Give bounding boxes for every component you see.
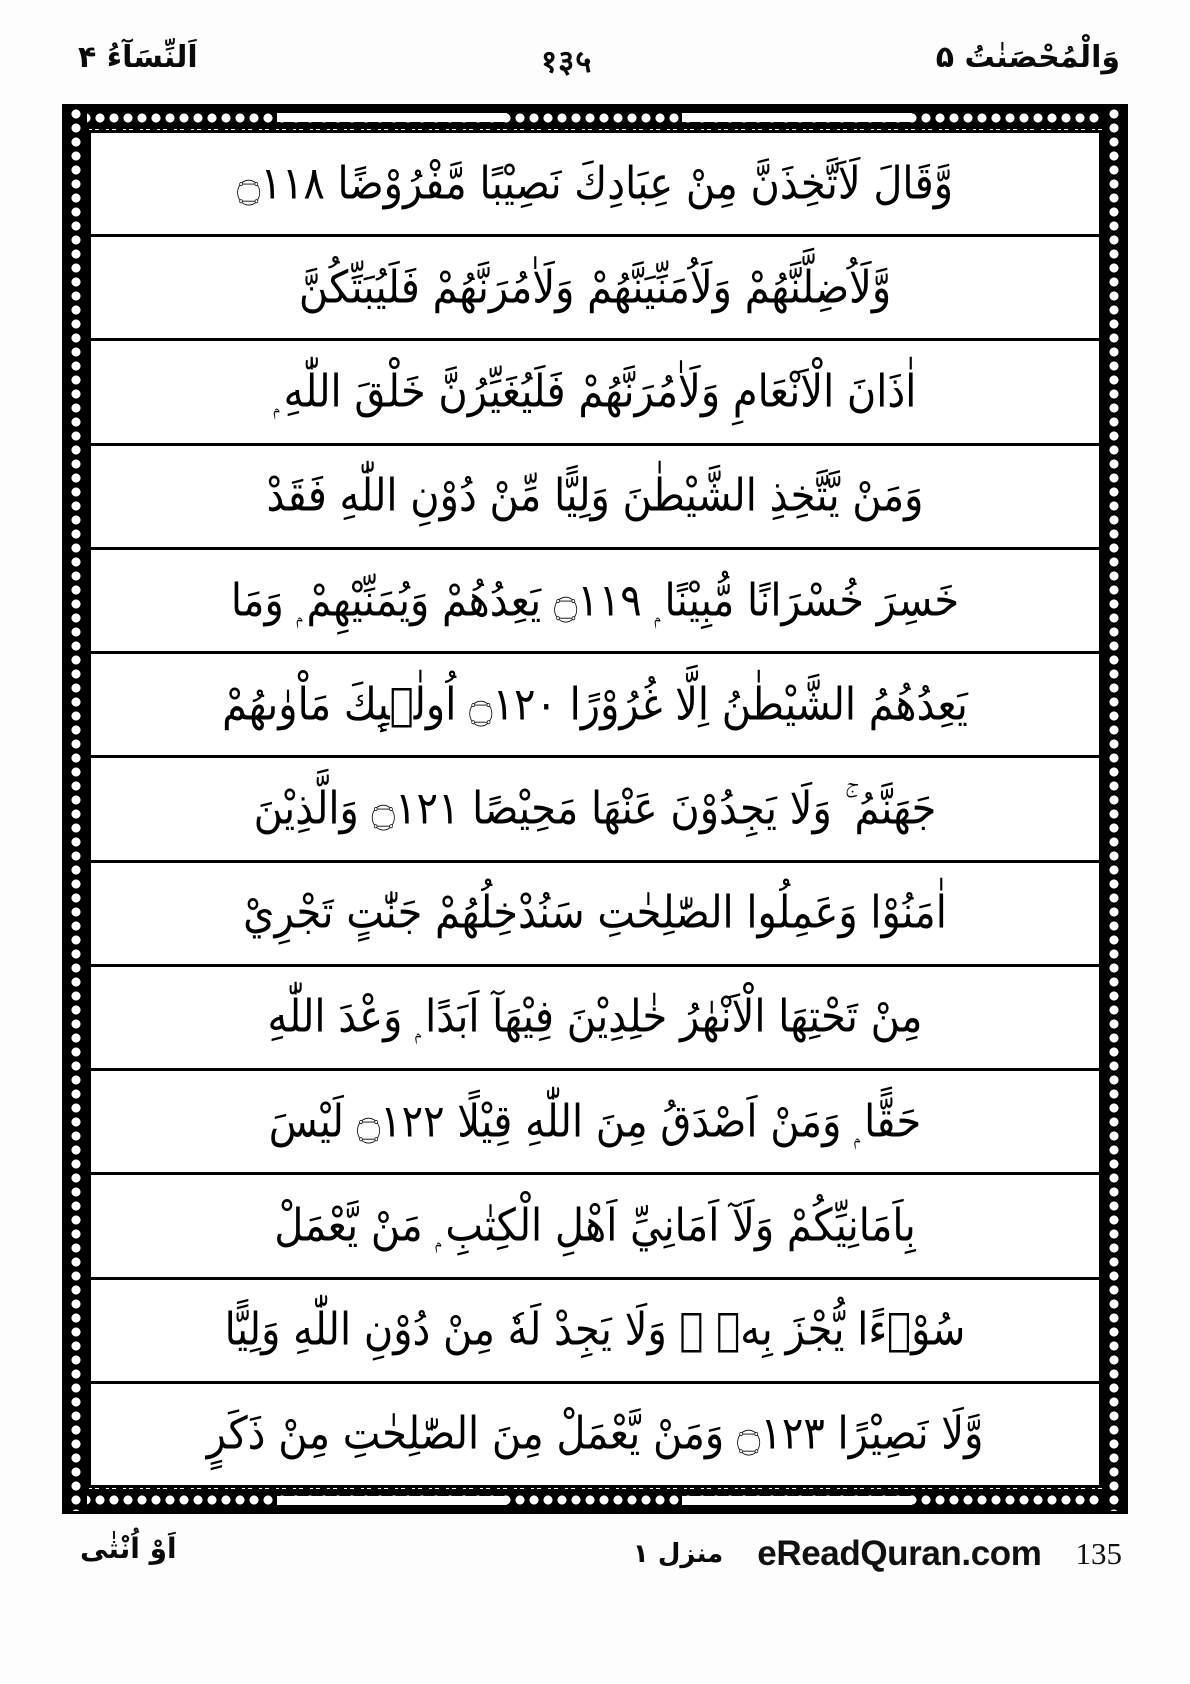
ayah-text: وَّلَاُضِلَّنَّهُمْ وَلَاُمَنِّيَنَّهُمْ وَلَاٰمُرَنَّهُمْ فَلَيُبَتِّكُنَّ (298, 262, 892, 314)
ayah-line (91, 1384, 1099, 1485)
ayah-line (91, 446, 1099, 550)
site-brand-label: eReadQuran.com (757, 1534, 1042, 1573)
ayah-text: اٰمَنُوْا وَعَمِلُوا الصّٰلِحٰتِ سَنُدْخِلُهُمْ جَنّٰتٍ تَجْرِيْ (243, 887, 947, 940)
ornament-gap (682, 1496, 912, 1505)
manzil-label: منزل ١ (632, 1539, 724, 1569)
ayah-text: حَقًّا ۭ وَمَنْ اَصْدَقُ مِنَ اللّٰهِ قِيْلًا ۝١٢٢ لَيْسَ (268, 1095, 922, 1148)
ayah-text: خَسِرَ خُسْرَانًا مُّبِيْنًا ۭ ۝١١٩ يَعِدُهُمْ وَيُمَنِّيْهِمْ ۭ وَمَا (230, 574, 960, 627)
page-header (60, 38, 1130, 100)
ayah-line (91, 237, 1099, 341)
text-panel (88, 130, 1102, 1488)
ayah-text: يَعِدُهُمُ الشَّيْطٰنُ اِلَّا غُرُوْرًا ۝١٢٠ اُولٰۗىِٕكَ مَاْوٰىهُمْ (222, 679, 968, 731)
ayah-line (91, 133, 1099, 237)
catchword-label: اَوْ اُنْثٰى (80, 1532, 177, 1565)
ayah-line (91, 967, 1099, 1071)
ornamental-frame (62, 104, 1128, 1514)
ayah-line (91, 654, 1099, 758)
ayah-text: وَّقَالَ لَاَتَّخِذَنَّ مِنْ عِبَادِكَ نَصِيْبًا مَّفْرُوْضًا ۝١١٨ (236, 157, 954, 210)
ayah-line (91, 758, 1099, 862)
juz-name-label: وَالْمُحْصَنٰتُ ۵ (935, 40, 1120, 75)
page-number-top: १३५ (541, 44, 593, 80)
ayah-line (91, 1175, 1099, 1279)
page-number-bottom: 135 (1075, 1536, 1122, 1571)
footer-right-group (633, 1534, 1128, 1574)
ornament-top-icon (65, 107, 1125, 129)
ayah-text: اٰذَانَ الْاَنْعَامِ وَلَاٰمُرَنَّهُمْ فَلَيُغَيِّرُنَّ خَلْقَ اللّٰهِ ۭ (273, 366, 917, 418)
ornament-bottom-icon (65, 1489, 1125, 1511)
ayah-line (91, 550, 1099, 654)
ayah-text: مِنْ تَحْتِهَا الْاَنْهٰرُ خٰلِدِيْنَ فِيْهَآ اَبَدًا ۭ وَعْدَ اللّٰهِ (267, 991, 923, 1044)
ayah-text: وَّلَا نَصِيْرًا ۝١٢٣ وَمَنْ يَّعْمَلْ مِنَ الصّٰلِحٰتِ مِنْ ذَكَرٍ (206, 1408, 984, 1461)
ornament-right-icon (1103, 107, 1125, 1511)
ayah-text: سُوْۗءًا يُّجْزَ بِهٖ ۙ وَلَا يَجِدْ لَهٗ مِنْ دُوْنِ اللّٰهِ وَلِيًّا (224, 1304, 966, 1356)
ayah-line (91, 1280, 1099, 1384)
ornament-gap (277, 1496, 507, 1505)
ayah-text: جَهَنَّمُ ۚ وَلَا يَجِدُوْنَ عَنْهَا مَحِيْصًا ۝١٢١ وَالَّذِيْنَ (253, 783, 937, 835)
ayah-line (91, 863, 1099, 967)
ornament-left-icon (65, 107, 87, 1511)
ornament-gap (277, 113, 507, 122)
surah-name-label: اَلنِّسَآءُ ۴ (78, 40, 198, 75)
ayah-line (91, 1071, 1099, 1175)
page-footer (62, 1528, 1128, 1608)
ayah-text: وَمَنْ يَّتَّخِذِ الشَّيْطٰنَ وَلِيًّا مِّنْ دُوْنِ اللّٰهِ فَقَدْ (266, 470, 924, 523)
ayah-line (91, 341, 1099, 445)
ayah-text: بِاَمَانِيِّكُمْ وَلَآ اَمَانِيِّ اَهْلِ الْكِتٰبِ ۭ مَنْ يَّعْمَلْ (274, 1200, 916, 1252)
ornament-gap (682, 113, 912, 122)
